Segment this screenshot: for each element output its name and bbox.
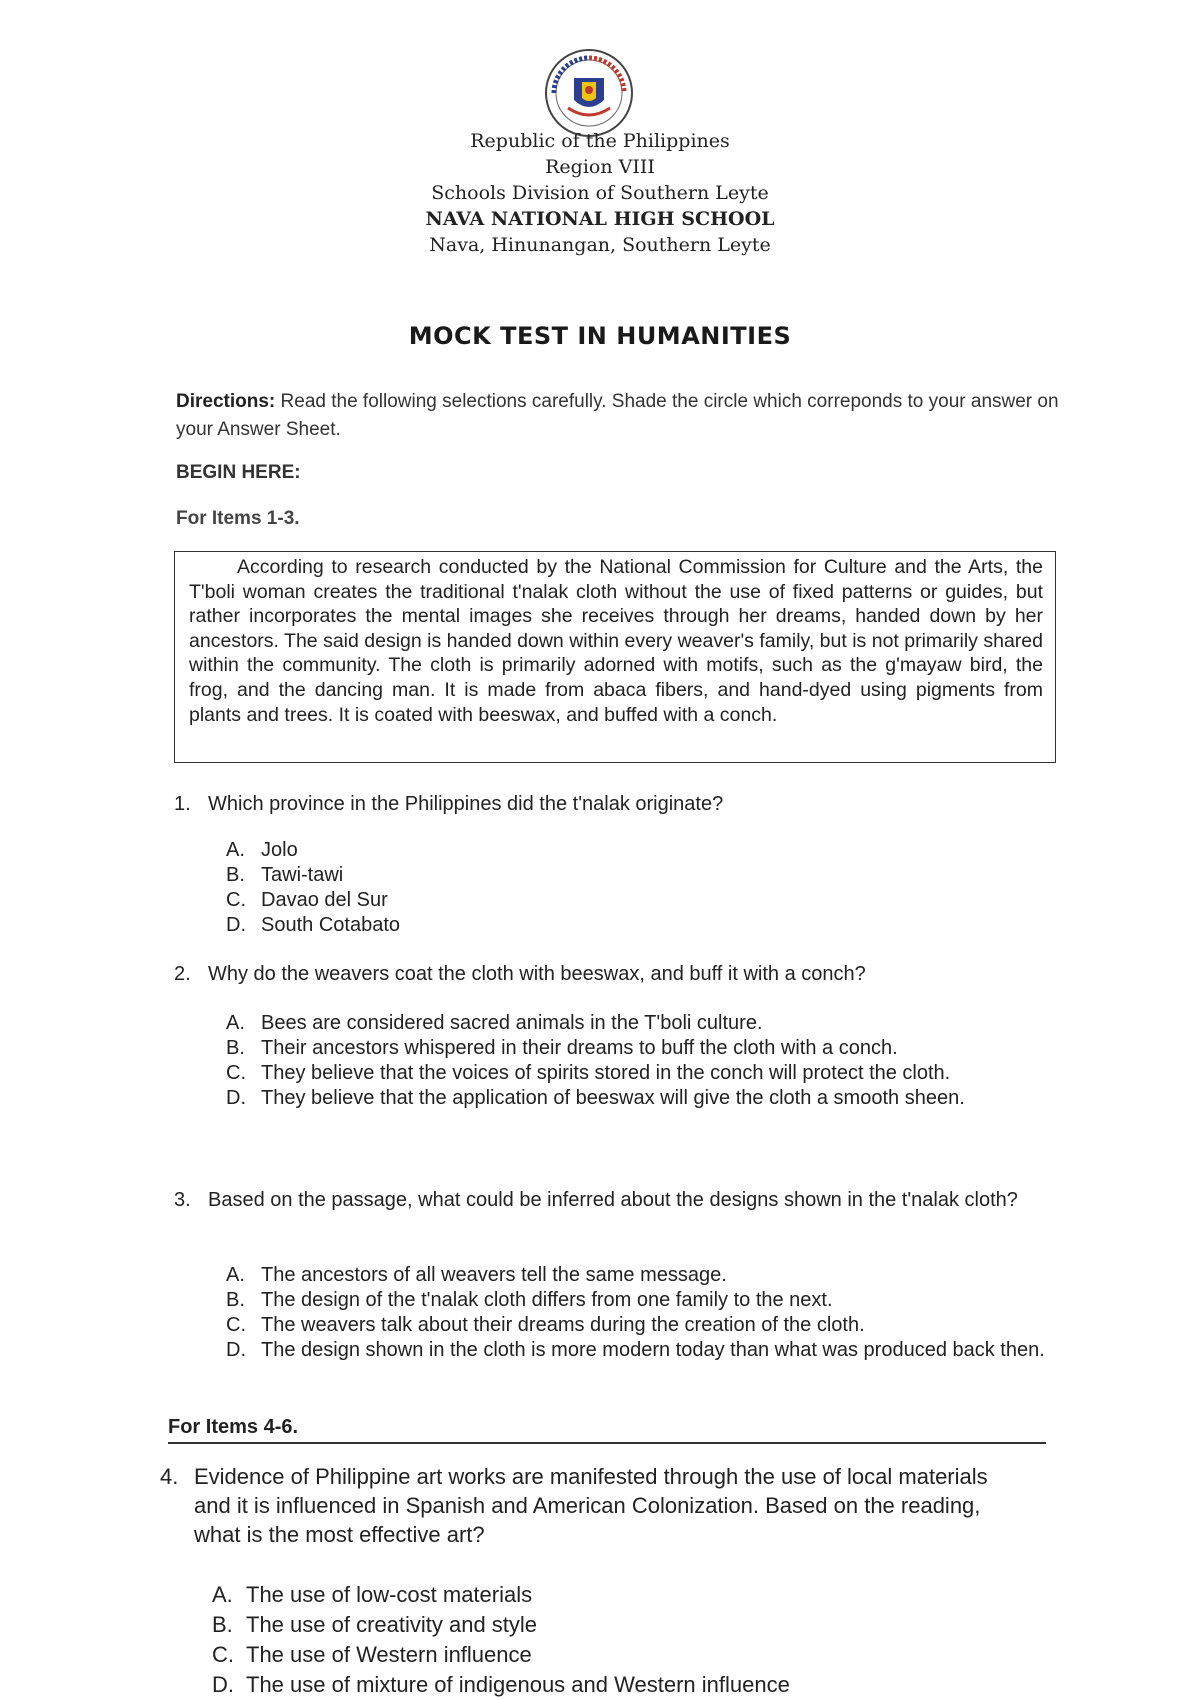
option-a — [226, 838, 1046, 863]
question-3-options — [226, 1263, 1046, 1363]
option-letter: D. — [226, 1087, 246, 1109]
question-1 — [174, 792, 1074, 817]
option-text: South Cotabato — [261, 914, 400, 936]
option-letter: D. — [226, 1339, 246, 1361]
question-2 — [174, 962, 1074, 987]
option-text: Their ancestors whispered in their dreams to buff the cloth with a conch. — [261, 1037, 898, 1059]
directions-label: Directions: — [176, 391, 276, 412]
question-4 — [160, 1462, 1060, 1549]
question-number: 4. — [160, 1464, 179, 1489]
question-text: Evidence of Philippine art works are manifested through the use of local materials and it is influenced in Spanish and American Colonization. Based on the reading, what is the most effective art? — [194, 1464, 988, 1547]
option-b — [226, 1288, 1046, 1313]
option-text: The ancestors of all weavers tell the same message. — [261, 1264, 727, 1286]
option-letter: D. — [212, 1672, 234, 1697]
option-text: Tawi-tawi — [261, 864, 344, 886]
option-letter: A. — [226, 839, 245, 861]
question-number: 2. — [174, 963, 191, 985]
deped-seal-logo — [544, 48, 634, 138]
option-text: The weavers talk about their dreams during the creation of the cloth. — [261, 1314, 865, 1336]
question-4-options — [212, 1580, 1032, 1700]
option-c — [226, 888, 1046, 913]
question-number: 3. — [174, 1189, 191, 1211]
option-letter: D. — [226, 914, 246, 936]
option-text: They believe that the voices of spirits stored in the conch will protect the cloth. — [261, 1062, 951, 1084]
header-school-name: NAVA NATIONAL HIGH SCHOOL — [425, 208, 775, 230]
option-letter: A. — [226, 1012, 245, 1034]
option-letter: A. — [226, 1264, 245, 1286]
option-d — [226, 913, 1046, 938]
option-b — [226, 1036, 1046, 1061]
page-title: MOCK TEST IN HUMANITIES — [408, 322, 792, 350]
option-text: Davao del Sur — [261, 889, 388, 911]
question-2-options — [226, 1011, 1046, 1111]
option-a — [226, 1011, 1046, 1036]
begin-label: BEGIN HERE: — [176, 462, 301, 483]
option-text: The use of creativity and style — [246, 1612, 538, 1637]
directions — [176, 388, 1066, 444]
reading-passage-box — [174, 551, 1056, 763]
option-c — [226, 1061, 1046, 1086]
directions-text: Read the following selections carefully. Shade the circle which correponds to your answer on your Answer Sheet. — [176, 391, 1059, 440]
section-heading-items-4-6: For Items 4-6. — [168, 1416, 299, 1438]
option-text: The use of Western influence — [246, 1642, 532, 1667]
header-region: Region VIII — [545, 156, 655, 178]
question-1-options — [226, 838, 1046, 938]
question-number: 1. — [174, 793, 191, 815]
option-text: They believe that the application of beeswax will give the cloth a smooth sheen. — [261, 1087, 965, 1109]
option-letter: B. — [226, 1037, 245, 1059]
question-3 — [174, 1188, 1074, 1213]
section-divider-line — [168, 1442, 1046, 1444]
option-text: The use of mixture of indigenous and Western influence — [246, 1672, 790, 1697]
option-letter: C. — [226, 1062, 246, 1084]
option-d — [226, 1086, 1046, 1111]
header-republic: Republic of the Philippines — [470, 130, 730, 152]
option-c — [212, 1640, 1032, 1670]
option-a — [212, 1580, 1032, 1610]
header-address: Nava, Hinunangan, Southern Leyte — [429, 234, 771, 256]
option-letter: C. — [212, 1642, 234, 1667]
option-text: The use of low-cost materials — [246, 1582, 533, 1607]
option-letter: B. — [226, 864, 245, 886]
option-text: The design shown in the cloth is more modern today than what was produced back then. — [261, 1339, 1045, 1361]
school-header — [0, 128, 1200, 258]
option-text: The design of the t'nalak cloth differs from one family to the next. — [261, 1289, 833, 1311]
option-letter: C. — [226, 889, 246, 911]
section-heading-items-1-3: For Items 1-3. — [176, 508, 300, 529]
option-text: Bees are considered sacred animals in the T'boli culture. — [261, 1012, 763, 1034]
option-letter: B. — [212, 1612, 233, 1637]
option-b — [212, 1610, 1032, 1640]
option-c — [226, 1313, 1046, 1338]
option-b — [226, 863, 1046, 888]
option-letter: A. — [212, 1582, 233, 1607]
option-a — [226, 1263, 1046, 1288]
passage-text: According to research conducted by the National Commission for Culture and the Arts, the T'boli woman creates the traditional t'nalak cloth without the use of fixed patterns or guides, but rather incorporates the mental images she receives through her dreams, handed down by her ancestors. The said design is handed down within every weaver's family, but is not primarily shared within the community. The cloth is primarily adorned with motifs, such as the g'mayaw bird, the frog, and the dancing man. It is made from abaca fibers, and hand-dyed using pigments from plants and trees. It is coated with beeswax, and buffed with a conch. — [189, 556, 1043, 726]
question-text: Which province in the Philippines did the t'nalak originate? — [208, 793, 724, 815]
option-d — [226, 1338, 1046, 1363]
option-letter: C. — [226, 1314, 246, 1336]
question-text: Why do the weavers coat the cloth with beeswax, and buff it with a conch? — [208, 963, 866, 985]
question-text: Based on the passage, what could be inferred about the designs shown in the t'nalak cloth? — [208, 1189, 1018, 1211]
option-letter: B. — [226, 1289, 245, 1311]
header-division: Schools Division of Southern Leyte — [431, 182, 769, 204]
option-text: Jolo — [261, 839, 298, 861]
